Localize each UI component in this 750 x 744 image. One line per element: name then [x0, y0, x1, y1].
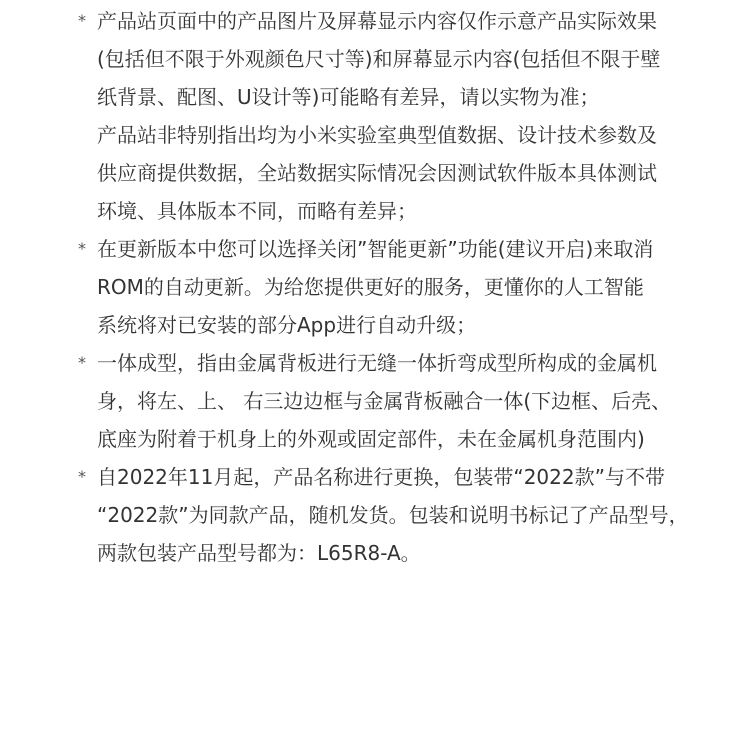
note-item-product-name-change	[0, 458, 687, 572]
note-item-smart-update	[0, 230, 687, 344]
note-line: 自2022年11月起，产品名称进行更换，包装带“2022款”与不带	[97, 465, 665, 489]
note-line: “2022款”为同款产品，随机发货。包装和说明书标记了产品型号，	[97, 503, 689, 527]
note-line: 两款包装产品型号都为：L65R8-A。	[97, 541, 421, 565]
bullet-asterisk-icon: *	[78, 467, 86, 486]
note-line: 一体成型，指由金属背板进行无缝一体折弯成型所构成的金属机	[97, 351, 657, 375]
note-line: 底座为附着于机身上的外观或固定部件，未在金属机身范围内)	[97, 427, 645, 451]
bullet-asterisk-icon: *	[78, 11, 86, 30]
note-line: 纸背景、配图、U设计等)可能略有差异，请以实物为准；	[97, 85, 600, 109]
note-line: 产品站非特别指出均为小米实验室典型值数据、设计技术参数及	[97, 123, 657, 147]
bullet-asterisk-icon: *	[78, 239, 86, 258]
note-line: 产品站页面中的产品图片及屏幕显示内容仅作示意产品实际效果	[97, 9, 657, 33]
note-line: 系统将对已安装的部分App进行自动升级；	[97, 313, 477, 337]
note-line: ROM的自动更新。为给您提供更好的服务，更懂你的人工智能	[97, 275, 644, 299]
note-line: (包括但不限于外观颜色尺寸等)和屏幕显示内容(包括但不限于壁	[97, 47, 661, 71]
note-line: 环境、具体版本不同，而略有差异；	[97, 199, 417, 223]
note-line: 身，将左、上、 右三边边框与金属背板融合一体(下边框、后壳、	[97, 389, 672, 413]
note-item-unibody	[0, 344, 687, 458]
bullet-asterisk-icon: *	[78, 353, 86, 372]
note-line: 供应商提供数据，全站数据实际情况会因测试软件版本具体测试	[97, 161, 657, 185]
note-line: 在更新版本中您可以选择关闭”智能更新”功能(建议开启)来取消	[97, 237, 654, 261]
note-item-display-disclaimer	[0, 2, 687, 230]
